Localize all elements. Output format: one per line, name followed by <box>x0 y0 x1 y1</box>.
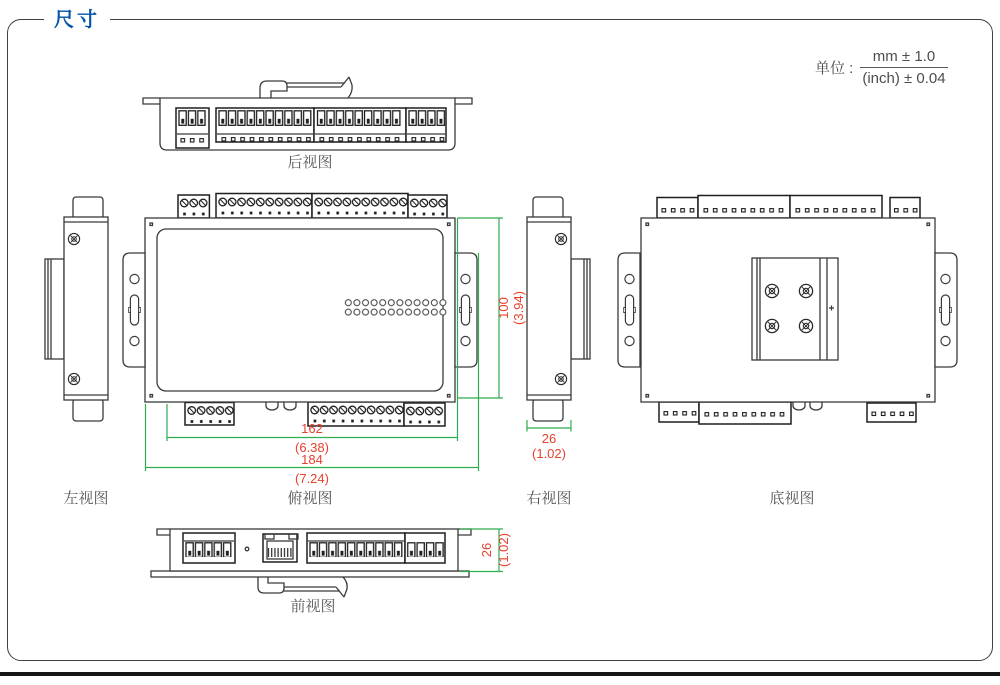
left-view-label: 左视图 <box>63 490 109 507</box>
top-view-label: 俯视图 <box>287 490 333 507</box>
right-top-connector <box>533 197 563 219</box>
screw-icon <box>799 319 812 332</box>
screw-icon <box>765 284 778 297</box>
dim-right-depth-mm: 26 <box>541 431 557 446</box>
mounting-flange <box>618 253 640 367</box>
din-clip-icon <box>260 77 352 98</box>
front-view-drawing <box>151 529 471 597</box>
left-top-connector <box>73 197 103 219</box>
rear-view-drawing <box>143 77 472 150</box>
screw-icon <box>765 319 778 332</box>
screw-icon <box>68 233 79 244</box>
left-view-drawing <box>45 197 108 421</box>
screw-icon <box>68 373 79 384</box>
led-grid <box>344 298 447 317</box>
left-body <box>64 217 108 400</box>
unit-fraction <box>860 48 947 87</box>
unit-metric: mm ± 1.0 <box>872 48 936 65</box>
front-base-plate <box>151 571 469 577</box>
dim-height-mm: 100 <box>496 297 511 319</box>
unit-note <box>815 48 948 87</box>
mounting-flange <box>123 253 145 367</box>
unit-label: 单位 : <box>815 60 854 77</box>
dim-right-depth-inch: (1.02) <box>532 446 566 461</box>
rear-view-label: 后视图 <box>287 154 333 171</box>
section-title: 尺寸 <box>44 3 110 32</box>
dim-front-depth-inch: (1.02) <box>496 533 511 567</box>
right-view-label: 右视图 <box>526 490 572 507</box>
bottom-rule <box>0 672 1000 676</box>
right-body <box>527 217 571 400</box>
dim-outer-width-mm: 184 <box>301 452 323 467</box>
screw-icon <box>555 373 566 384</box>
screw-icon <box>799 284 812 297</box>
dim-inner-width-mm: 162 <box>301 421 323 436</box>
port-bumps <box>793 402 822 410</box>
unit-imperial: (inch) ± 0.04 <box>860 67 947 87</box>
right-bottom-connector <box>533 399 563 421</box>
dim-inner-width-inch: (6.38) <box>295 440 329 455</box>
mounting-flange <box>455 253 477 367</box>
screw-icon <box>555 233 566 244</box>
top-view-drawing <box>123 194 477 427</box>
bottom-view-label: 底视图 <box>769 490 815 507</box>
din-clip-icon <box>258 577 347 597</box>
dim-outer-width-inch: (7.24) <box>295 471 329 486</box>
right-view-drawing <box>527 197 590 421</box>
port-bumps <box>266 402 296 410</box>
mounting-flange <box>935 253 957 367</box>
dim-front-depth-mm: 26 <box>479 542 494 558</box>
front-view-label: 前视图 <box>290 598 336 615</box>
din-rail-plate <box>752 258 838 360</box>
left-bottom-connector <box>73 399 103 421</box>
bottom-view-drawing <box>618 196 957 425</box>
dim-height-inch: (3.94) <box>511 291 526 325</box>
